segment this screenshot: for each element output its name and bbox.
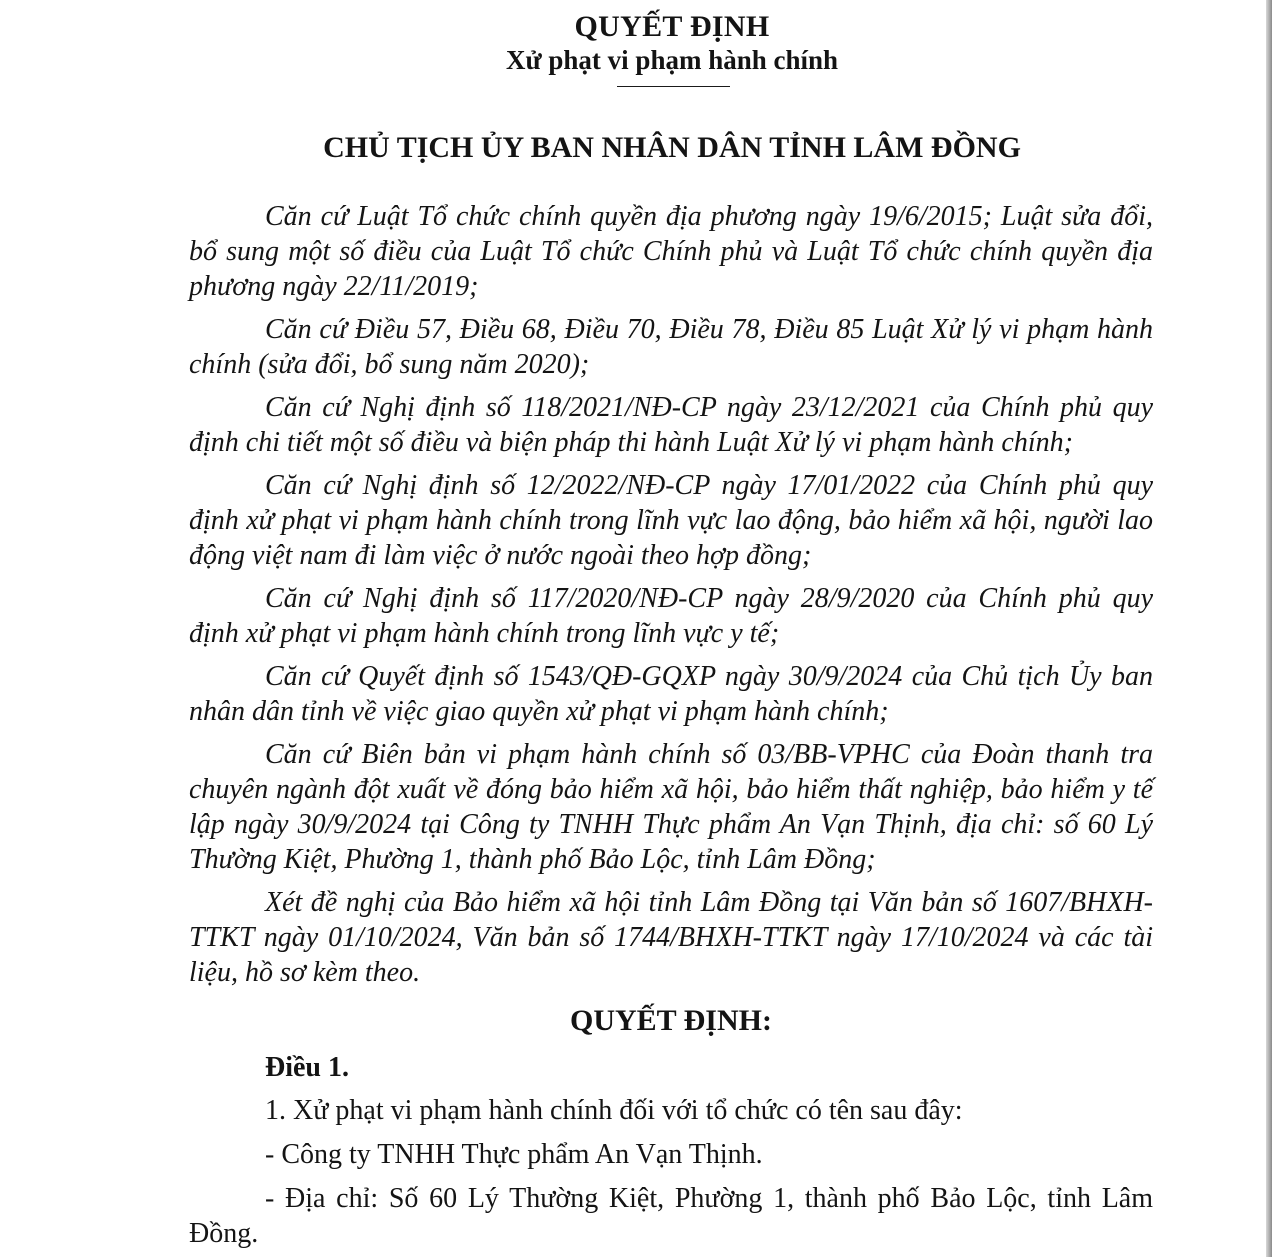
article-1-heading: Điều 1. bbox=[265, 1052, 349, 1083]
document-body bbox=[189, 199, 1153, 1260]
legal-ground-6: Căn cứ Quyết định số 1543/QĐ-GQXP ngày 30/9/2024 của Chủ tịch Ủy ban nhân dân tỉnh về việc giao quyền xử phạt vi phạm hành chính; bbox=[189, 661, 1153, 727]
article-1-company-name: - Công ty TNHH Thực phẩm An Vạn Thịnh. bbox=[265, 1139, 763, 1170]
legal-ground-2: Căn cứ Điều 57, Điều 68, Điều 70, Điều 78, Điều 85 Luật Xử lý vi phạm hành chính (sửa đổi, bổ sung năm 2020); bbox=[189, 314, 1153, 380]
issuing-authority: CHỦ TỊCH ỦY BAN NHÂN DÂN TỈNH LÂM ĐỒNG bbox=[323, 131, 1021, 164]
decision-heading: QUYẾT ĐỊNH: bbox=[570, 1004, 772, 1037]
document-subtitle: Xử phạt vi phạm hành chính bbox=[505, 45, 839, 75]
title-underline bbox=[617, 86, 730, 87]
legal-ground-3: Căn cứ Nghị định số 118/2021/NĐ-CP ngày 23/12/2021 của Chính phủ quy định chi tiết một số điều và biện pháp thi hành Luật Xử lý vi phạm hành chính; bbox=[189, 392, 1153, 458]
legal-ground-8: Xét đề nghị của Bảo hiểm xã hội tỉnh Lâm Đồng tại Văn bản số 1607/BHXH-TTKT ngày 01/10/2024, Văn bản số 1744/BHXH-TTKT ngày 17/10/2024 và các tài liệu, hồ sơ kèm theo. bbox=[189, 887, 1153, 988]
legal-ground-1: Căn cứ Luật Tổ chức chính quyền địa phương ngày 19/6/2015; Luật sửa đổi, bổ sung một số điều của Luật Tổ chức Chính phủ và Luật Tổ chức chính quyền địa phương ngày 22/11/2019; bbox=[189, 201, 1153, 302]
scan-edge-shadow bbox=[1266, 0, 1272, 1257]
document-title: QUYẾT ĐỊNH bbox=[574, 10, 770, 43]
legal-ground-7: Căn cứ Biên bản vi phạm hành chính số 03/BB-VPHC của Đoàn thanh tra chuyên ngành đột xuất về đóng bảo hiểm xã hội, bảo hiểm thất nghiệp, bảo hiểm y tế lập ngày 30/9/2024 tại Công ty TNHH Thực phẩm An Vạn Thịnh, địa chỉ: số 60 Lý Thường Kiệt, Phường 1, thành phố Bảo Lộc, tỉnh Lâm Đồng; bbox=[189, 739, 1153, 875]
legal-ground-4: Căn cứ Nghị định số 12/2022/NĐ-CP ngày 17/01/2022 của Chính phủ quy định xử phạt vi phạm hành chính trong lĩnh vực lao động, bảo hiểm xã hội, người lao động việt nam đi làm việc ở nước ngoài theo hợp đồng; bbox=[189, 470, 1153, 571]
article-1-company-address: - Địa chỉ: Số 60 Lý Thường Kiệt, Phường 1, thành phố Bảo Lộc, tỉnh Lâm Đồng. bbox=[189, 1183, 1153, 1249]
article-1-clause-1: 1. Xử phạt vi phạm hành chính đối với tổ chức có tên sau đây: bbox=[265, 1095, 963, 1126]
legal-ground-5: Căn cứ Nghị định số 117/2020/NĐ-CP ngày 28/9/2020 của Chính phủ quy định xử phạt vi phạm hành chính trong lĩnh vực y tế; bbox=[189, 583, 1153, 649]
